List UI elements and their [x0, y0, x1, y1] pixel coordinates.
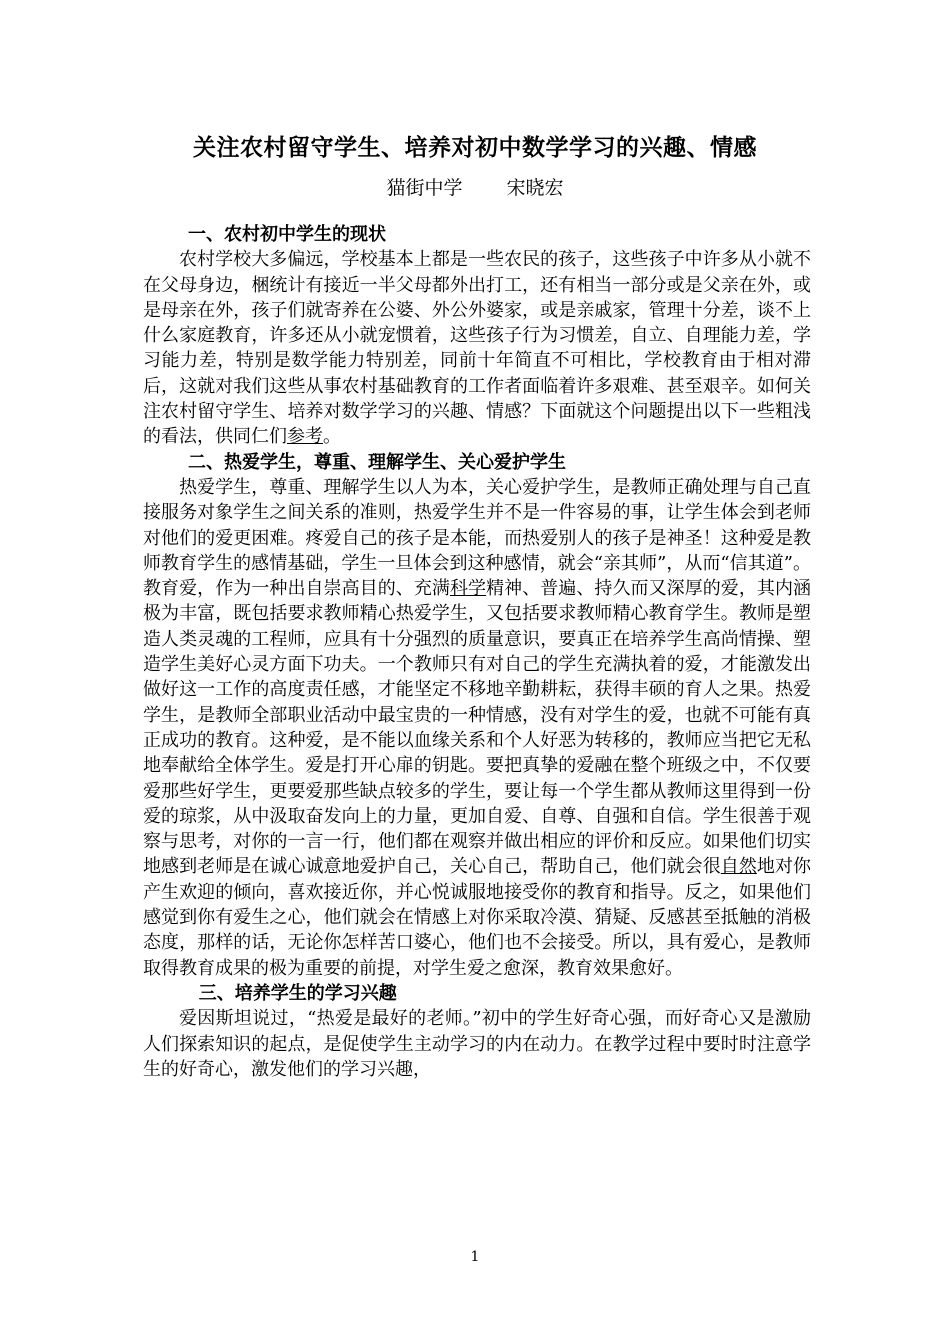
author-line	[0, 174, 950, 202]
school-name: 猫街中学	[386, 177, 463, 199]
section-paragraph-1	[143, 247, 811, 449]
document-body	[143, 222, 811, 1082]
section-heading-1: 一、农村初中学生的现状	[188, 224, 386, 245]
section-heading-3: 三、培养学生的学习兴趣	[198, 982, 397, 1004]
nature-link[interactable]: 自然	[720, 856, 757, 878]
paragraph-text: 。	[323, 426, 341, 448]
paragraph-text: 热爱学生，尊重、理解学生以人为本，关心爱护学生，是教师正确处理与自己直接服务对象学生之间关系的准则，热爱学生并不是一件容易的事，让学生体会到老师对他们的爱更困难。疼爱自己的孩子是本能，而热爱别人的孩子是神圣！这种爱是教师教育学生的感情基础，学生一旦体会到这种感情，就会“亲其师”，从而“信其道”。教育爱，作为一种出自崇高目的、充满	[143, 476, 811, 600]
paragraph-text: 精神、普遍、持久而又深厚的爱，其内涵极为丰富，既包括要求教师精心热爱学生，又包括要求教师精心教育学生。教师是塑造人类灵魂的工程师，应具有十分强烈的质量意识，要真正在培养学生高尚情操、塑造学生美好心灵方面下功夫。一个教师只有对自己的学生充满执着的爱，才能激发出做好这一工作的高度责任感，才能坚定不移地辛勤耕耘，获得丰硕的育人之果。热爱学生，是教师全部职业活动中最宝贵的一种情感，没有对学生的爱，也就不可能有真正成功的教育。这种爱，是不能以血缘关系和个人好恶为转移的，教师应当把它无私地奉献给全体学生。爱是打开心扉的钥匙。要把真挚的爱融在整个班级之中，不仅要爱那些好学生，更要爱那些缺点较多的学生，要让每一个学生都从教师这里得到一份爱的琼浆，从中汲取奋发向上的力量，更加自爱、自尊、自强和自信。学生很善于观察与思考，对你的一言一行，他们都在观察并做出相应的评价和反应。如果他们切实地感到老师是在诚心诚意地爱护自己，关心自己，帮助自己，他们就会很	[143, 578, 812, 878]
section-paragraph-3: 爱因斯坦说过，“热爱是最好的老师。”初中的学生好奇心强，而好奇心又是激励人们探索知识的起点，是促使学生主动学习的内在动力。在教学过程中要时时注意学生的好奇心，激发他们的学习兴趣，	[143, 1008, 811, 1080]
author-name: 宋晓宏	[506, 177, 564, 199]
section-paragraph-2	[143, 475, 811, 981]
reference-link[interactable]: 参考	[287, 426, 323, 448]
document-title: 关注农村留守学生、培养对初中数学学习的兴趣、情感	[193, 134, 757, 161]
science-link[interactable]: 科学	[449, 578, 487, 600]
page-number: 1	[470, 1249, 480, 1265]
paragraph-text: 地对你产生欢迎的倾向，喜欢接近你，并心悦诚服地接受你的教育和指导。反之，如果他们感觉到你有爱生之心，他们就会在情感上对你采取冷漠、猜疑、反感甚至抵触的消极态度，那样的话，无论你怎样苦口婆心，他们也不会接受。所以，具有爱心，是教师取得教育成果的极为重要的前提，对学生爱之愈深，教育效果愈好。	[143, 856, 812, 979]
paragraph-text: 农村学校大多偏远，学校基本上都是一些农民的孩子，这些孩子中许多从小就不在父母身边，梱统计有接近一半父母都外出打工，还有相当一部分或是父亲在外，或是母亲在外，孩子们就寄养在公婆、外公外婆家，或是亲戚家，管理十分差，谈不上什么家庭教育，许多还从小就宠惯着，这些孩子行为习惯差，自立、自理能力差，学习能力差，特别是数学能力特别差，同前十年简直不可相比，学校教育由于相对滞后，这就对我们这些从事农村基础教育的工作者面临着许多艰难、甚至艰辛。如何关注农村留守学生、培养对数学学习的兴趣、情感？下面就这个问题提出以下一些粗浅的看法，供同仁们	[143, 249, 811, 448]
section-heading-2: 二、热爱学生，尊重、理解学生、关心爱护学生	[188, 451, 566, 473]
